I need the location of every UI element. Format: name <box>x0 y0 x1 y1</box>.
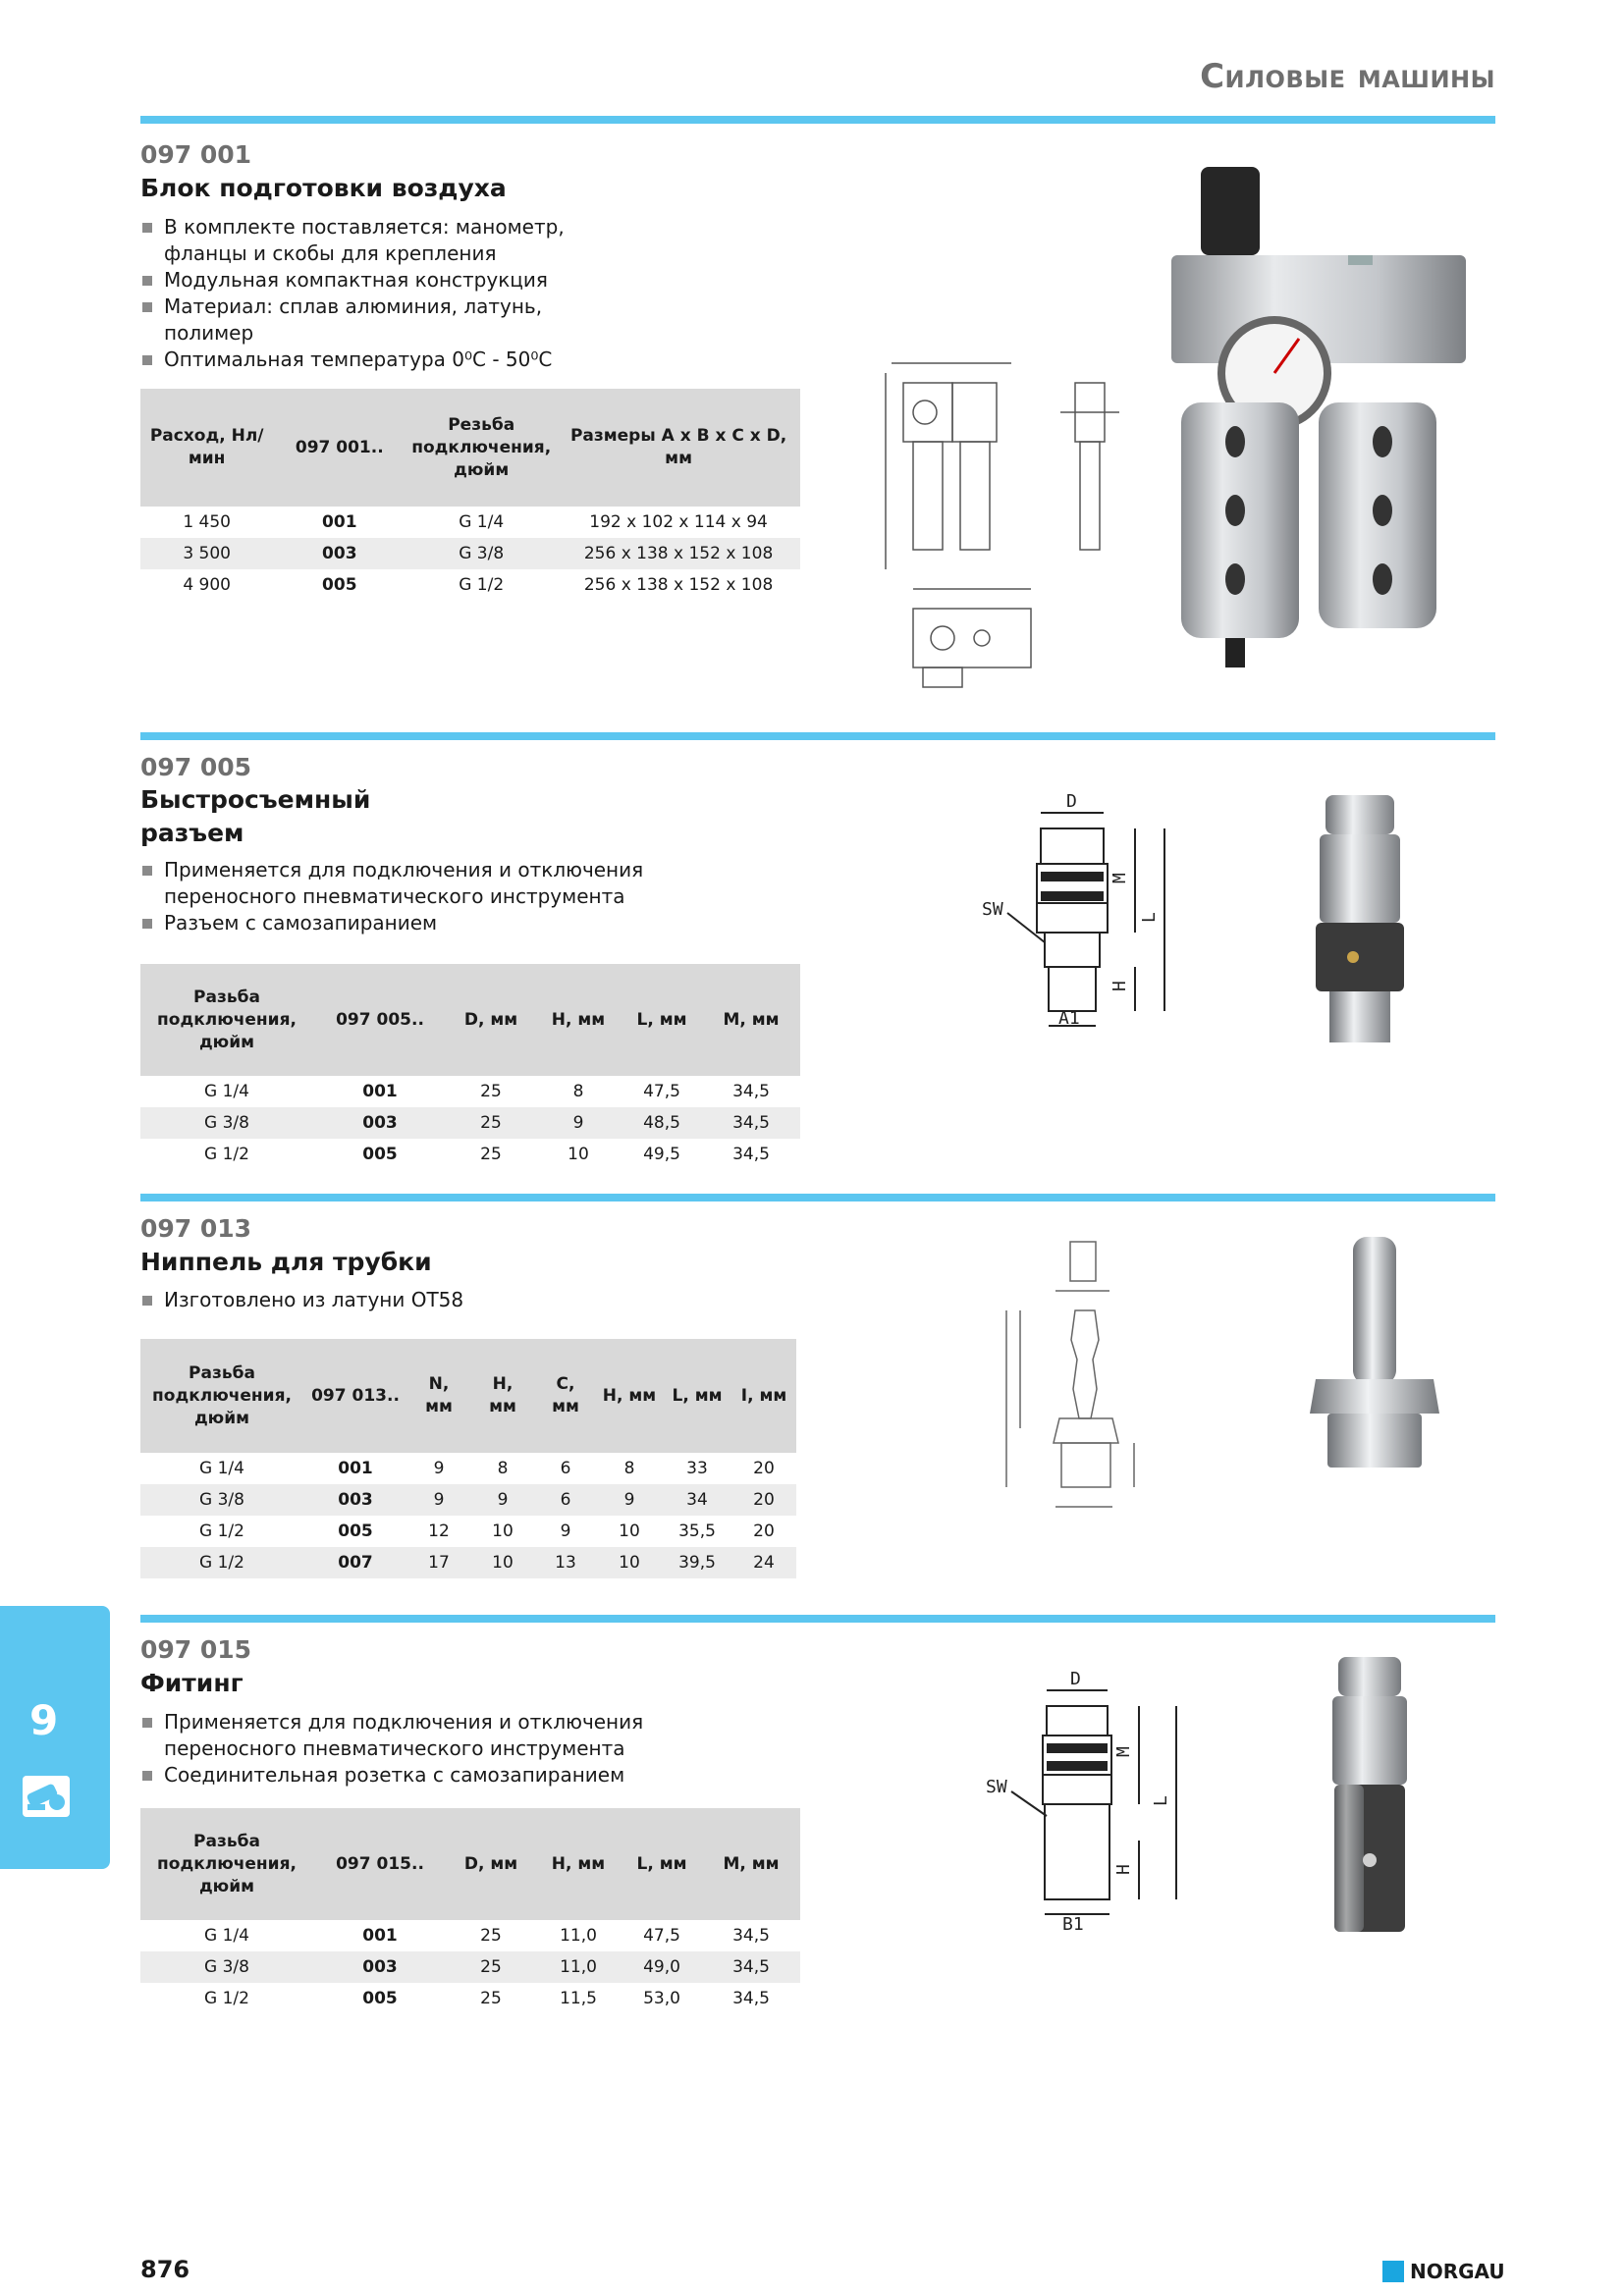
list-item: Изготовлено из латуни ОТ58 <box>140 1287 631 1313</box>
table-cell: 6 <box>560 1459 571 1478</box>
table-cell: 11,0 <box>535 1951 622 1983</box>
quick-coupler-photo <box>1286 785 1434 1050</box>
column-header: M, мм <box>702 964 800 1076</box>
section-divider <box>140 1194 1495 1201</box>
table-cell: 20 <box>753 1522 775 1541</box>
table-cell: 49,5 <box>643 1145 680 1164</box>
spec-table <box>140 389 800 601</box>
table-cell: 001 <box>362 1926 398 1946</box>
table-cell: 9 <box>535 1107 622 1139</box>
list-item: Модульная компактная конструкция <box>140 267 631 294</box>
list-item: Соединительная розетка с самозапиранием <box>140 1762 769 1789</box>
table-cell: 003 <box>313 1107 447 1139</box>
table-row <box>140 1484 796 1516</box>
table-row <box>140 1076 800 1107</box>
table-row <box>140 1951 800 1983</box>
table-cell: G 1/2 <box>204 1989 249 2008</box>
table-cell: 25 <box>480 1145 502 1164</box>
table-cell: 33 <box>686 1459 708 1478</box>
table-row <box>140 1920 800 1951</box>
table-row <box>140 1107 800 1139</box>
dimension-label: D <box>1066 791 1077 812</box>
table-cell: 005 <box>362 1145 398 1164</box>
table-cell: 25 <box>447 1951 535 1983</box>
table-cell: 005 <box>322 575 357 595</box>
column-header: Разьба подключения, дюйм <box>140 1808 313 1920</box>
spec-table <box>140 964 800 1170</box>
table-cell: 9 <box>596 1484 663 1516</box>
table-cell: 20 <box>731 1484 796 1516</box>
list-item: Разъем с самозапиранием <box>140 910 769 936</box>
section-divider <box>140 732 1495 740</box>
table-cell: 007 <box>303 1547 407 1578</box>
feature-list <box>140 1709 769 1789</box>
table-cell: G 1/4 <box>204 1082 249 1101</box>
table-cell: 49,0 <box>622 1951 702 1983</box>
dimension-label: D <box>1070 1669 1081 1689</box>
table-cell: G 1/4 <box>204 1926 249 1946</box>
table-cell: 003 <box>313 1951 447 1983</box>
grinder-icon <box>22 1775 71 1818</box>
table-cell: G 1/2 <box>140 1547 303 1578</box>
table-cell: 39,5 <box>663 1547 731 1578</box>
table-cell: G 3/8 <box>140 1951 313 1983</box>
dimension-label: H <box>1109 981 1130 991</box>
table-cell: 25 <box>480 1989 502 2008</box>
list-item: Применяется для подключения и отключения переносного пневматического инструмента <box>140 857 769 910</box>
column-header: D, мм <box>447 964 535 1076</box>
table-cell: 3 500 <box>140 538 273 569</box>
column-header: N, мм <box>407 1339 470 1453</box>
table-cell: 4 900 <box>183 575 231 595</box>
section-title: Фитинг <box>140 1669 243 1697</box>
table-cell: 34,5 <box>702 1107 800 1139</box>
fitting-photo <box>1301 1649 1438 1944</box>
table-cell: G 1/4 <box>199 1459 244 1478</box>
table-row <box>140 1547 796 1578</box>
table-cell: 10 <box>596 1547 663 1578</box>
table-cell: 25 <box>447 1107 535 1139</box>
table-cell: 11,5 <box>560 1989 597 2008</box>
column-header: Резьба подключения, дюйм <box>406 389 557 507</box>
list-item: В комплекте поставляется: манометр, фланцы и скобы для крепления <box>140 214 631 267</box>
table-row <box>140 1983 800 2014</box>
table-cell: 34,5 <box>732 1082 770 1101</box>
table-cell: 10 <box>619 1522 640 1541</box>
table-cell: 12 <box>428 1522 450 1541</box>
brand-logo <box>1382 2260 1505 2283</box>
page-header-title: Силовые машины <box>1200 57 1495 96</box>
table-cell: 8 <box>497 1459 509 1478</box>
air-unit-technical-drawing <box>864 324 1139 707</box>
table-row <box>140 1516 796 1547</box>
table-cell: 13 <box>535 1547 596 1578</box>
table-cell: G 3/8 <box>140 1484 303 1516</box>
table-row <box>140 1139 800 1170</box>
table-cell: 53,0 <box>643 1989 680 2008</box>
table-cell: 6 <box>535 1484 596 1516</box>
section-title: Быстросъемный разъем <box>140 785 371 847</box>
dimension-label: SW <box>982 899 1003 920</box>
feature-list <box>140 857 769 936</box>
table-cell: 25 <box>480 1082 502 1101</box>
dimension-label: H <box>1113 1864 1134 1875</box>
column-header: I, мм <box>731 1339 796 1453</box>
air-preparation-unit-photo <box>1147 157 1481 687</box>
dimension-label: M <box>1109 873 1130 883</box>
table-cell: 256 x 138 x 152 x 108 <box>583 575 774 595</box>
table-cell: 001 <box>362 1082 398 1101</box>
table-cell: 9 <box>470 1484 535 1516</box>
table-cell: G 1/2 <box>459 575 505 595</box>
column-header: Расход, Нл/мин <box>140 389 273 507</box>
section-divider <box>140 1615 1495 1623</box>
table-cell: G 1/2 <box>204 1145 249 1164</box>
column-header: Размеры A x B x C x D, мм <box>557 389 800 507</box>
table-cell: G 1/4 <box>459 512 505 532</box>
table-cell: 9 <box>433 1459 445 1478</box>
table-cell: 47,5 <box>643 1082 680 1101</box>
page-number: 876 <box>140 2256 190 2283</box>
dimension-label: L <box>1151 1795 1171 1806</box>
column-header: C, мм <box>535 1339 596 1453</box>
table-cell: 34,5 <box>732 1145 770 1164</box>
table-cell: G 1/2 <box>199 1522 244 1541</box>
column-header: L, мм <box>663 1339 731 1453</box>
section-code: 097 001 <box>140 140 252 169</box>
quick-coupler-technical-drawing <box>978 785 1194 1041</box>
table-cell: 34,5 <box>732 1926 770 1946</box>
table-cell: 8 <box>572 1082 584 1101</box>
table-cell: 001 <box>338 1459 373 1478</box>
table-cell: 20 <box>753 1459 775 1478</box>
column-header: H, мм <box>470 1339 535 1453</box>
table-cell: 10 <box>568 1145 589 1164</box>
table-cell: 9 <box>407 1484 470 1516</box>
list-item: Материал: сплав алюминия, латунь, полимер <box>140 294 631 347</box>
dimension-label: A1 <box>1058 1008 1080 1029</box>
column-header: H, мм <box>596 1339 663 1453</box>
table-cell: 35,5 <box>678 1522 716 1541</box>
hose-nipple-technical-drawing <box>997 1232 1173 1526</box>
table-cell: 34 <box>663 1484 731 1516</box>
table-cell: 34,5 <box>702 1951 800 1983</box>
section-code: 097 005 <box>140 753 252 781</box>
table-row <box>140 507 800 538</box>
dimension-label: SW <box>986 1777 1007 1797</box>
table-cell: 005 <box>338 1522 373 1541</box>
table-cell: 256 x 138 x 152 x 108 <box>557 538 800 569</box>
dimension-label: L <box>1139 912 1160 923</box>
column-header: 097 013.. <box>303 1339 407 1453</box>
table-cell: 10 <box>492 1522 514 1541</box>
column-header: Разьба подключения, дюйм <box>140 1339 303 1453</box>
table-cell: 25 <box>480 1926 502 1946</box>
feature-list <box>140 1287 631 1313</box>
table-cell: 192 x 102 x 114 x 94 <box>589 512 768 532</box>
table-cell: 003 <box>303 1484 407 1516</box>
column-header: L, мм <box>622 1808 702 1920</box>
table-row <box>140 1453 796 1484</box>
column-header: Разьба подключения, дюйм <box>140 964 313 1076</box>
table-cell: 34,5 <box>732 1989 770 2008</box>
table-cell: 1 450 <box>183 512 231 532</box>
feature-list <box>140 214 631 373</box>
dimension-label: B1 <box>1062 1914 1084 1934</box>
table-cell: 11,0 <box>560 1926 597 1946</box>
fitting-technical-drawing <box>982 1659 1198 1934</box>
section-divider <box>140 116 1495 124</box>
column-header: D, мм <box>447 1808 535 1920</box>
column-header: H, мм <box>535 1808 622 1920</box>
hose-nipple-photo <box>1306 1232 1443 1477</box>
table-cell: 10 <box>470 1547 535 1578</box>
chapter-number: 9 <box>29 1696 59 1744</box>
spec-table <box>140 1808 800 2014</box>
section-title: Блок подготовки воздуха <box>140 174 507 202</box>
table-cell: 24 <box>731 1547 796 1578</box>
table-cell: 17 <box>407 1547 470 1578</box>
table-cell: 005 <box>362 1989 398 2008</box>
table-cell: 47,5 <box>643 1926 680 1946</box>
section-title: Ниппель для трубки <box>140 1248 432 1276</box>
section-code: 097 015 <box>140 1635 252 1664</box>
column-header: M, мм <box>702 1808 800 1920</box>
column-header: 097 005.. <box>313 964 447 1076</box>
table-row <box>140 538 800 569</box>
table-cell: 8 <box>623 1459 635 1478</box>
table-cell: 003 <box>273 538 406 569</box>
table-row <box>140 569 800 601</box>
column-header: H, мм <box>535 964 622 1076</box>
column-header: 097 015.. <box>313 1808 447 1920</box>
spec-table <box>140 1339 796 1578</box>
column-header: 097 001.. <box>273 389 406 507</box>
table-cell: 48,5 <box>622 1107 702 1139</box>
column-header: L, мм <box>622 964 702 1076</box>
table-cell: G 3/8 <box>406 538 557 569</box>
list-item: Применяется для подключения и отключения переносного пневматического инструмента <box>140 1709 769 1762</box>
table-cell: 001 <box>322 512 357 532</box>
brand-square-icon <box>1382 2261 1404 2282</box>
list-item: Оптимальная температура 0⁰С - 50⁰С <box>140 347 631 373</box>
section-code: 097 013 <box>140 1214 252 1243</box>
brand-name: NORGAU <box>1410 2260 1505 2283</box>
table-cell: G 3/8 <box>140 1107 313 1139</box>
dimension-label: M <box>1113 1746 1134 1757</box>
table-cell: 9 <box>560 1522 571 1541</box>
